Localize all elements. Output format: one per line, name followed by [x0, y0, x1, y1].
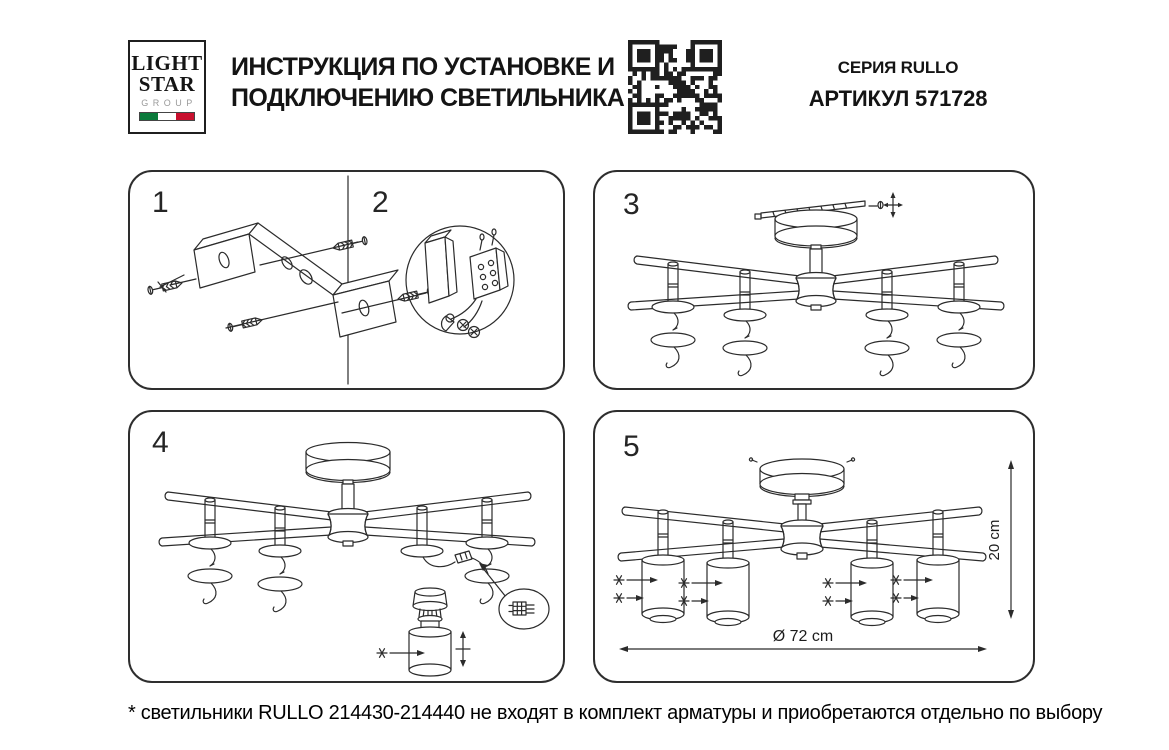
step-number-4: 4: [152, 426, 169, 459]
page-title: [231, 52, 624, 114]
footnote: * светильники RULLO 214430-214440 не входят в комплект арматуры и приобретаются отдельно по выбору: [128, 702, 1103, 724]
article-label: АРТИКУЛ 571728: [808, 86, 988, 111]
step-number-2: 2: [372, 186, 389, 219]
product-id-block: [798, 58, 998, 112]
shade-4: [917, 510, 959, 623]
shade-1: [642, 510, 684, 623]
panel-step-5: [593, 410, 1035, 683]
page-title-line2: ПОДКЛЮЧЕНИЮ СВЕТИЛЬНИКА: [231, 84, 625, 112]
shade-3: [851, 520, 893, 626]
lightstar-logo: [128, 40, 206, 134]
bracket-and-wiring-diagram: [130, 172, 563, 388]
qr-code: [628, 40, 722, 134]
logo-word-group: GROUP: [141, 98, 197, 108]
flag-white: [158, 113, 176, 120]
step-number-1: 1: [152, 186, 169, 219]
shade-2: [707, 520, 749, 626]
flag-green: [140, 113, 158, 120]
panel-step-3: [593, 170, 1035, 390]
chandelier-frame-diagram: [595, 172, 1033, 388]
step-number-5: 5: [623, 430, 640, 463]
step-number-3: 3: [623, 188, 640, 221]
series-label: СЕРИЯ RULLO: [837, 58, 959, 77]
page-title-line1: ИНСТРУКЦИЯ ПО УСТАНОВКЕ И: [231, 53, 615, 81]
logo-word-star: STAR: [138, 72, 196, 96]
diameter-dimension-label: Ø 72 cm: [772, 628, 834, 645]
panel-step-1-2: [128, 170, 565, 390]
logo-flag-icon: [139, 112, 195, 121]
panel-step-4: [128, 410, 565, 683]
height-dimension-label: 20 cm: [986, 519, 1003, 561]
bracket-diagram: [147, 223, 432, 337]
flag-red: [176, 113, 194, 120]
shade-install-diagram: [130, 412, 563, 681]
wiring-detail-diagram: [406, 226, 514, 338]
logo-word-light: LIGHT: [131, 51, 203, 75]
assembled-dimensions-diagram: [595, 412, 1033, 681]
